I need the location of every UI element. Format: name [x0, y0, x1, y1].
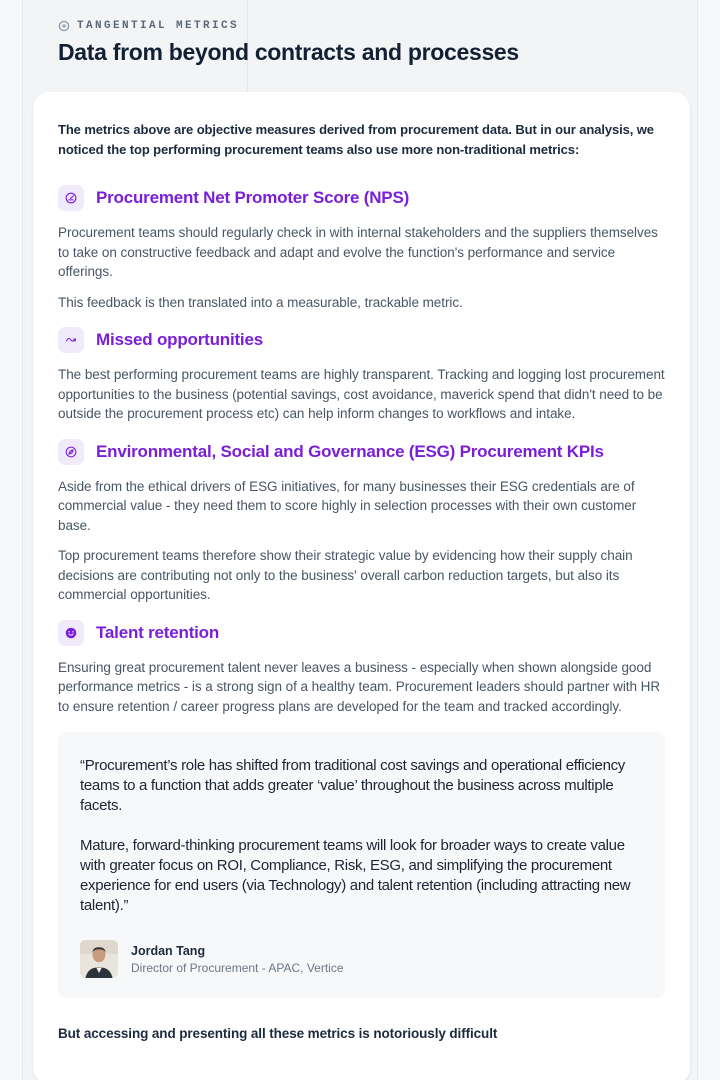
- section-heading-row: [58, 327, 665, 353]
- author-role: Director of Procurement - APAC, Vertice: [131, 960, 344, 975]
- section-heading-row: [58, 620, 665, 646]
- smiley-icon: [58, 620, 84, 646]
- vertical-guide-line: [22, 0, 23, 1080]
- right-gutter: [698, 0, 720, 1080]
- section-paragraph: Aside from the ethical drivers of ESG initiatives, for many businesses their ESG credentials are of commercial value - they need them to score highly in selection processes with their own customer base.: [58, 478, 637, 533]
- leaf-icon: [58, 439, 84, 465]
- section-esg: [58, 439, 665, 605]
- section-talent-retention: [58, 620, 665, 717]
- quote-attribution: [80, 940, 643, 978]
- section-paragraph: Ensuring great procurement talent never leaves a business - especially when shown alongside good performance metrics - is a strong sign of a healthy team. Procurement leaders should partner with HR to ensure retention / career progress plans are developed for the team and tracked accordingly.: [58, 659, 661, 714]
- content-card: [33, 92, 690, 1080]
- target-circle-icon: [58, 20, 70, 32]
- author-name: Jordan Tang: [131, 943, 206, 958]
- section-eyebrow: [58, 20, 658, 32]
- intro-paragraph: The metrics above are objective measures derived from procurement data. But in our analysis, we noticed the top performing procurement teams also use more non-traditional metrics:: [58, 122, 654, 157]
- vertical-guide-line: [697, 0, 698, 1080]
- pull-quote: [58, 732, 665, 998]
- section-title: Environmental, Social and Governance (ESG) Procurement KPIs: [96, 441, 604, 461]
- gauge-icon: [58, 185, 84, 211]
- wave-icon: [58, 327, 84, 353]
- section-heading-row: [58, 439, 665, 465]
- section-title: Talent retention: [96, 622, 220, 642]
- page-title: Data from beyond contracts and processes: [58, 39, 519, 65]
- section-paragraph: Top procurement teams therefore show their strategic value by evidencing how their supply chain decisions are contributing not only to the business' overall carbon reduction targets, but also its commercial opportunities.: [58, 548, 633, 602]
- section-paragraph: This feedback is then translated into a measurable, trackable metric.: [58, 294, 463, 310]
- author-avatar: [80, 940, 118, 978]
- section-title: Missed opportunities: [96, 330, 263, 349]
- quote-paragraph: “Procurement’s role has shifted from traditional cost savings and operational efficiency teams to a function that adds greater ‘value’ throughout the business across multiple facets.: [80, 757, 626, 814]
- section-title: Procurement Net Promoter Score (NPS): [96, 188, 410, 207]
- section-nps: [58, 185, 665, 312]
- section-heading-row: [58, 185, 665, 211]
- section-paragraph: The best performing procurement teams are highly transparent. Tracking and logging lost procurement opportunities to the business (potential savings, cost avoidance, maverick spend that didn't need to be outside the procurement process etc) can help inform changes to workflows and intake.: [58, 367, 665, 421]
- left-gutter: [0, 0, 22, 1080]
- outro-paragraph: But accessing and presenting all these metrics is notoriously difficult: [58, 1026, 498, 1041]
- quote-paragraph: Mature, forward-thinking procurement teams will look for broader ways to create value with greater focus on ROI, Compliance, Risk, ESG, and simplifying the procurement experience for end users (via Technology) and talent retention (including attracting new talent).”: [80, 837, 631, 914]
- page-header: [58, 20, 658, 66]
- section-paragraph: Procurement teams should regularly check in with internal stakeholders and the suppliers themselves to take on constructive feedback and adapt and evolve the function's performance and service offerings.: [58, 225, 658, 279]
- eyebrow-label: TANGENTIAL METRICS: [77, 20, 240, 32]
- author-block: [131, 944, 344, 975]
- section-missed-opportunities: [58, 327, 665, 424]
